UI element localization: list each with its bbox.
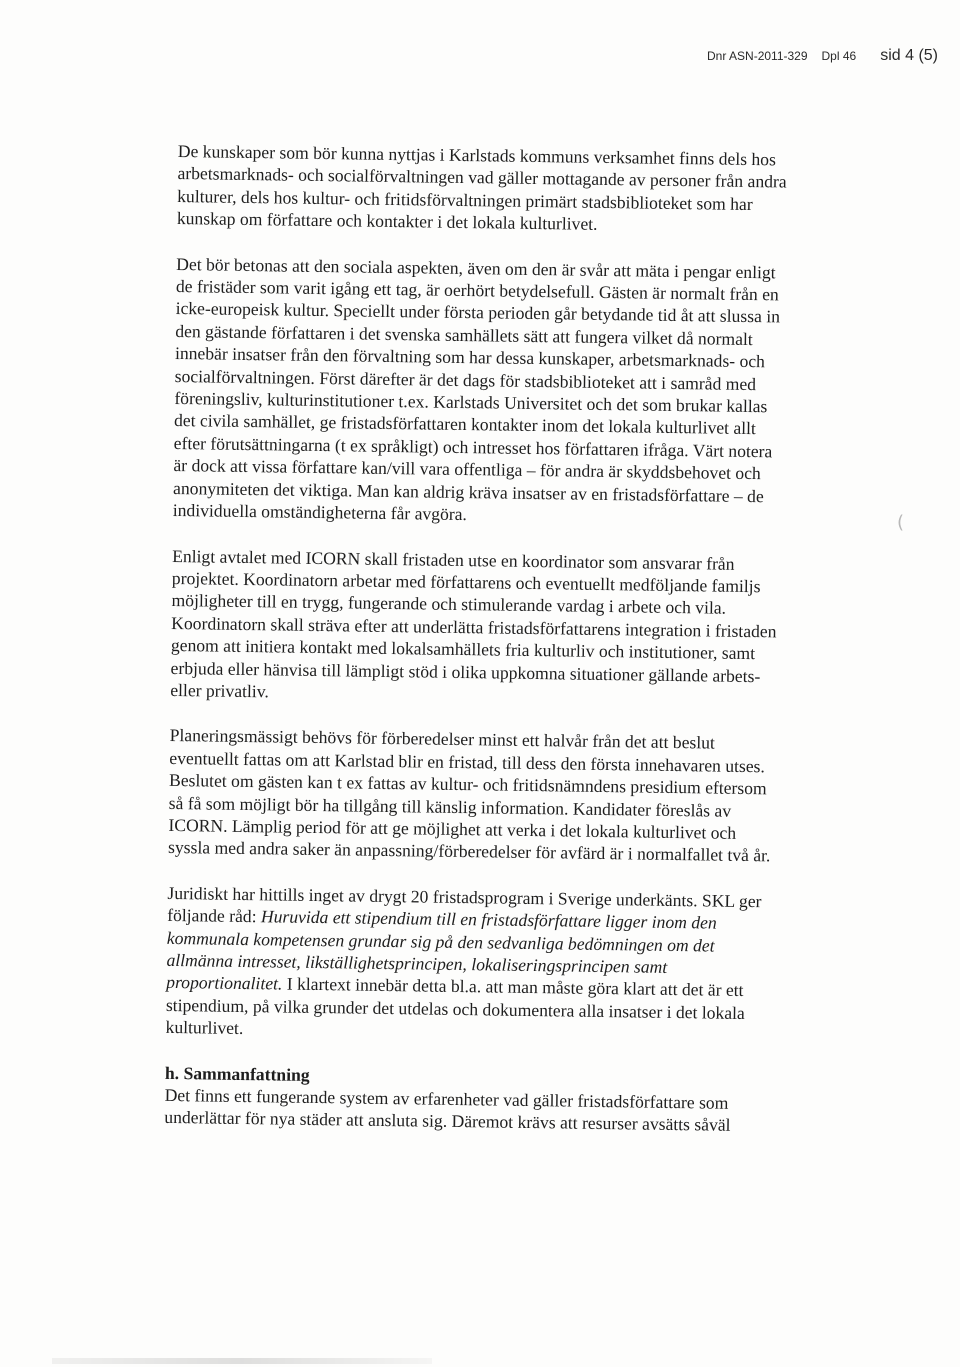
legal-rest: I klartext innebär detta bl.a. att man måste göra klart att det är ett stipendium, på vilka grunder det utdelas och dokumentera alla insatser i det lokala kulturlivet. [165,973,745,1039]
paragraph-knowledge: De kunskaper som bör kunna nyttjas i Karlstads kommuns verksamhet finns dels hos arbetsmarknads- och socialförvaltningen vad gäller mottagande av personer från andra kulturer, dels hos kultur- och fritidsförvaltningen primärt stadsbiblioteket som har kunskap om författare och kontakter i det lokala kulturlivet. [176,140,787,235]
scan-artifact: ( [897,512,905,533]
section-heading: h. Sammanfattning [164,1062,310,1085]
paragraph-social-aspect: Det bör betonas att den sociala aspekten, även om den är svår att mäta i pengar enligt de fristäder som varit igång ett tag, är oerhört betydelsefull. Gästen är normalt från en icke-europeisk kultur. Speciellt under första perioden går betydande tid åt att slussa in den gästande författaren i det svenska samhällets sätt att fungera vilket då normalt innebär insatser från den förvaltning som har dessa kunskaper, arbetsmarknads- och socialförvaltningen. Först därefter är det dags för stadsbiblioteket att i samråd med föreningsliv, kulturinstitutioner t.ex. Karlstads Universitet och det som brukar kallas det civila samhället, ge fristadsförfattaren kontakter inom det lokala kulturlivet allt efter förutsättningarna (t ex språkligt) och intresset hos författaren ifråga. Värt notera är dock att vissa författare kan/vill vara offentliga – för andra är skyddsbehovet och anonymiteten det viktiga. Man kan aldrig kräva insatser av en fristadsförfattare – de individuella omständigheterna får avgöra. [172,253,781,525]
document-body [164,140,790,1160]
page-header [707,47,938,65]
legal-quote: Huruvida ett stipendium till en fristadsförfattare ligger inom den kommunala kompetensen grundar sig på den sedvanliga bedömningen om det allmänna intresset, likställighetsprincipen, lokaliseringsprincipen samt proportionalitet. [166,906,717,994]
page-number: sid 4 (5) [880,47,938,64]
scan-smudge [52,1358,432,1364]
paragraph-coordinator: Enligt avtalet med ICORN skall fristaden utse en koordinator som ansvarar från projektet. Koordinatorn arbetar med författarens och eventuellt medföljande familjs möjligheter till en trygg, fungerande och stimulerande vardag i arbete och vila. Koordinatorn skall sträva efter att underlätta fristadsförfattarens integration i fristaden genom att initiera kontakt med lokalsamhällets fria kulturliv och institutioner, samt erbjuda eller hänvisa till lämpligt stöd i olika uppkomna situationer gällande arbets- eller privatliv. [170,545,777,702]
paragraph-summary: Det finns ett fungerande system av erfarenheter vad gäller fristadsförfattare som underlättar för nya städer att ansluta sig. Däremot krävs att resurser avsätts såväl [164,1084,731,1136]
document-number: Dpl 46 [821,49,857,63]
legal-intro: Juridiskt har hittills inget av drygt 20 fristadsprogram i Sverige underkänts. SKL ger följande råd: [167,882,762,927]
paragraph-legal [165,882,779,1047]
paragraph-planning: Planeringsmässigt behövs för förberedelser minst ett halvår från det att beslut eventuellt fattas om att Karlstad blir en fristad, till dess den första innehavaren utses. Beslutet om gästen kan t ex fattas av kultur- och fritidsnämndens presidium eftersom så få som möjligt bör ha tillgång till känslig information. Kandidater föreslås av ICORN. Lämplig period för att ge möjlighet att verka i det lokala kulturlivet och syssla med andra saker än anpassning/förberedelser för avfärd är i normalfallet två år. [167,725,771,866]
case-number: Dnr ASN-2011-329 [707,49,808,63]
